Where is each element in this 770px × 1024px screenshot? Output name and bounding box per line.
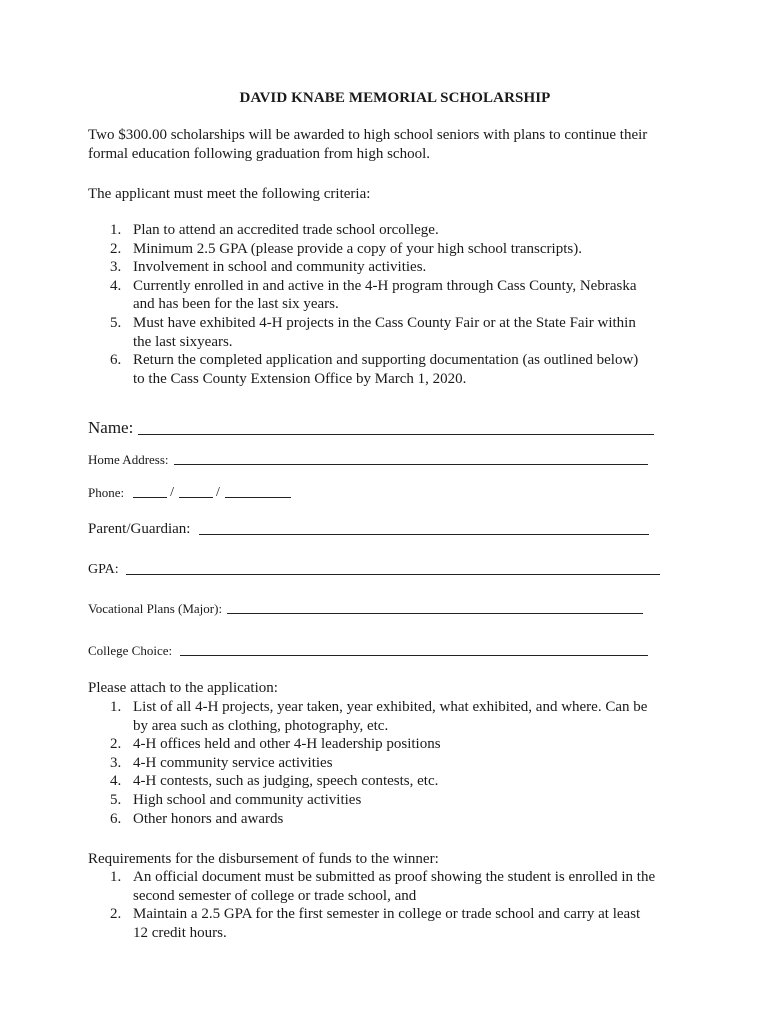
list-item-number: 6. (110, 810, 122, 827)
phone-area-code-blank[interactable] (133, 496, 167, 498)
vocational-plans-field[interactable] (88, 601, 643, 617)
intro-paragraph: Two $300.00 scholarships will be awarded to high school seniors with plans to continue their formal education following graduation from high school. (88, 127, 648, 162)
phone-label: Phone: (88, 485, 125, 500)
requirements-heading: Requirements for the disbursement of funds to the winner: (88, 851, 439, 867)
list-item-number: 6. (110, 352, 122, 369)
list-item-number: 5. (110, 791, 122, 808)
gpa-field[interactable] (88, 562, 660, 578)
list-item-number: 4. (110, 277, 122, 294)
parent-guardian-label: Parent/Guardian: (88, 521, 191, 537)
list-item (88, 698, 648, 735)
phone-separator: / (216, 485, 220, 500)
list-item-number: 5. (110, 314, 122, 331)
list-item-text: Must have exhibited 4-H projects in the Cass County Fair or at the State Fair within the last sixyears. (133, 314, 636, 350)
home-address-field[interactable] (88, 452, 648, 468)
parent-guardian-blank-line[interactable] (199, 533, 649, 535)
phone-separator: / (170, 485, 175, 500)
list-item (88, 905, 658, 942)
list-item-text: List of all 4-H projects, year taken, year exhibited, what exhibited, and where. Can be by area such as clothing, photography, etc. (133, 699, 648, 734)
home-address-label: Home Address: (88, 452, 169, 467)
list-item (88, 277, 648, 314)
list-item-text: Other honors and awards (133, 810, 284, 827)
list-item-text: An official document must be submitted as proof showing the student is enrolled in the second semester of college or trade school, and (133, 869, 656, 904)
list-item-text: Maintain a 2.5 GPA for the first semester in college or trade school and carry at least 12 credit hours. (133, 906, 641, 941)
list-item-number: 1. (110, 699, 122, 715)
list-item (88, 735, 648, 754)
vocational-plans-blank-line[interactable] (227, 612, 643, 614)
name-label: Name: (88, 418, 134, 437)
list-item-number: 3. (110, 754, 122, 771)
college-choice-label: College Choice: (88, 643, 173, 658)
list-item-text: 4-H offices held and other 4-H leadership positions (133, 736, 441, 753)
attachments-list (88, 698, 648, 828)
phone-prefix-blank[interactable] (179, 496, 213, 498)
list-item-number: 2. (110, 240, 122, 257)
list-item-text: 4-H contests, such as judging, speech contests, etc. (133, 773, 439, 790)
list-item-text: Currently enrolled in and active in the 4-H program through Cass County, Nebraska and has been for the last six years. (133, 277, 637, 313)
list-item-text: Involvement in school and community activities. (133, 259, 427, 276)
list-item-text: Plan to attend an accredited trade school orcollege. (133, 222, 439, 238)
vocational-plans-label: Vocational Plans (Major): (88, 601, 223, 616)
list-item (88, 791, 648, 810)
list-item (88, 258, 648, 277)
list-item (88, 351, 648, 388)
parent-guardian-field[interactable] (88, 521, 649, 538)
list-item-number: 1. (110, 869, 122, 885)
criteria-heading: The applicant must meet the following criteria: (88, 186, 371, 202)
name-field[interactable] (88, 418, 654, 438)
list-item-number: 1. (110, 222, 122, 238)
list-item-number: 2. (110, 906, 122, 923)
attachments-heading: Please attach to the application: (88, 680, 278, 696)
list-item (88, 754, 648, 773)
list-item (88, 868, 658, 905)
list-item-number: 3. (110, 259, 122, 276)
list-item-text: Return the completed application and supporting documentation (as outlined below) to the Cass County Extension Office by March 1, 2020. (133, 352, 639, 387)
list-item (88, 772, 648, 791)
gpa-blank-line[interactable] (126, 573, 660, 575)
list-item (88, 221, 648, 240)
list-item-number: 2. (110, 736, 122, 753)
list-item-text: High school and community activities (133, 791, 362, 808)
phone-line-number-blank[interactable] (225, 496, 291, 498)
list-item-text: 4-H community service activities (133, 754, 333, 771)
page-title: DAVID KNABE MEMORIAL SCHOLARSHIP (239, 90, 551, 106)
home-address-blank-line[interactable] (174, 463, 648, 465)
list-item (88, 314, 648, 351)
list-item-text: Minimum 2.5 GPA (please provide a copy of your high school transcripts). (133, 240, 582, 257)
gpa-label: GPA: (88, 562, 119, 577)
college-choice-blank-line[interactable] (180, 654, 648, 656)
name-blank-line[interactable] (138, 433, 654, 435)
criteria-list (88, 221, 648, 388)
requirements-list (88, 868, 658, 942)
list-item-number: 4. (110, 773, 122, 790)
list-item (88, 240, 648, 259)
list-item (88, 810, 648, 829)
phone-field[interactable] (88, 485, 291, 501)
college-choice-field[interactable] (88, 643, 648, 659)
